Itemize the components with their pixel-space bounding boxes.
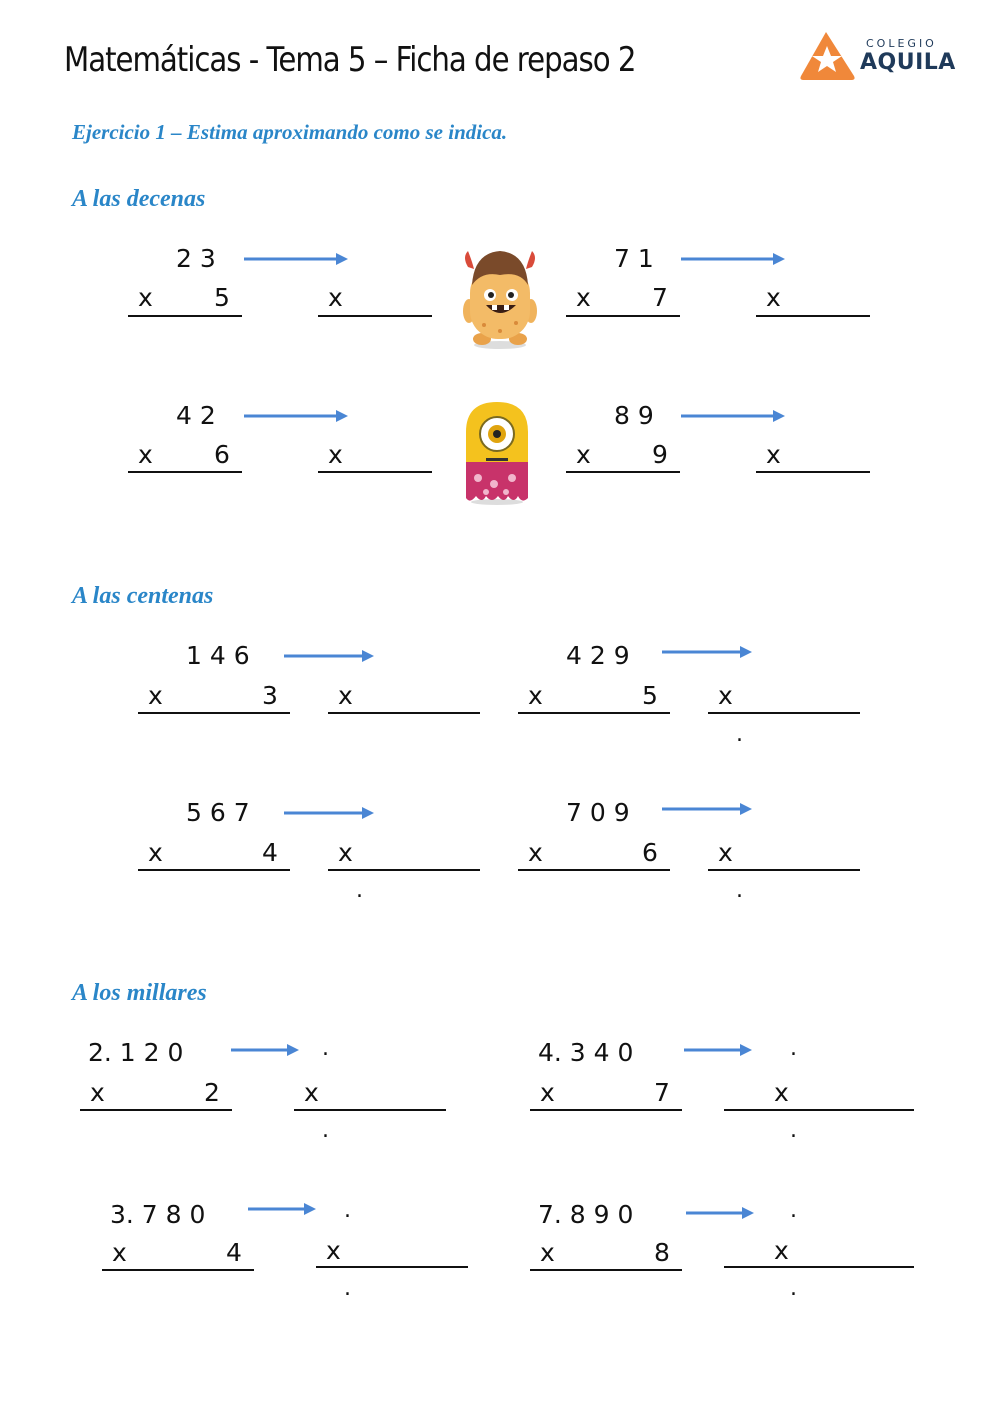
section-title-decenas: A las decenas <box>72 186 206 212</box>
answer-times-sign: x <box>718 838 733 867</box>
times-sign: x <box>148 681 163 710</box>
answer-times-sign: x <box>338 681 353 710</box>
dot-mark: . <box>790 1276 797 1301</box>
answer-line[interactable] <box>318 471 432 473</box>
bottom-number: 3 <box>262 681 278 710</box>
answer-line[interactable] <box>756 315 870 317</box>
answer-line[interactable] <box>294 1109 446 1111</box>
logo-main-text: AQUILA <box>860 50 956 75</box>
top-number: 7 0 9 <box>566 798 630 827</box>
answer-line[interactable] <box>318 315 432 317</box>
dot-mark: . <box>344 1276 351 1301</box>
arrow-icon <box>681 252 785 266</box>
answer-times-sign: x <box>718 681 733 710</box>
logo-star-icon <box>796 28 860 84</box>
page-title: Matemáticas - Tema 5 – Ficha de repaso 2 <box>64 40 636 80</box>
bottom-number: 6 <box>214 440 230 469</box>
result-line <box>530 1269 682 1271</box>
answer-times-sign: x <box>328 440 343 469</box>
bottom-number: 9 <box>652 440 668 469</box>
bottom-number: 7 <box>652 283 668 312</box>
answer-line[interactable] <box>756 471 870 473</box>
bottom-number: 5 <box>214 283 230 312</box>
answer-times-sign: x <box>328 283 343 312</box>
orange-monster-icon <box>460 245 540 351</box>
dot-mark: . <box>322 1036 329 1061</box>
result-line <box>530 1109 682 1111</box>
times-sign: x <box>138 283 153 312</box>
dot-mark: . <box>736 722 743 747</box>
answer-times-sign: x <box>774 1236 789 1265</box>
dot-mark: . <box>356 878 363 903</box>
result-line <box>138 712 290 714</box>
bottom-number: 2 <box>204 1078 220 1107</box>
exercise-title: Ejercicio 1 – Estima aproximando como se indica. <box>72 120 508 144</box>
arrow-icon <box>284 649 374 663</box>
result-line <box>138 869 290 871</box>
top-number: 3. 7 8 0 <box>110 1200 206 1229</box>
result-line <box>128 471 242 473</box>
arrow-icon <box>244 252 348 266</box>
bottom-number: 8 <box>654 1238 670 1267</box>
answer-line[interactable] <box>316 1266 468 1268</box>
result-line <box>518 869 670 871</box>
school-logo <box>796 28 956 84</box>
answer-line[interactable] <box>708 712 860 714</box>
dot-mark: . <box>736 878 743 903</box>
times-sign: x <box>138 440 153 469</box>
answer-line[interactable] <box>708 869 860 871</box>
times-sign: x <box>528 681 543 710</box>
dot-mark: . <box>344 1198 351 1223</box>
answer-times-sign: x <box>774 1078 789 1107</box>
arrow-icon <box>684 1043 752 1057</box>
times-sign: x <box>90 1078 105 1107</box>
bottom-number: 4 <box>226 1238 242 1267</box>
top-number: 4. 3 4 0 <box>538 1038 634 1067</box>
times-sign: x <box>148 838 163 867</box>
answer-line[interactable] <box>328 712 480 714</box>
result-line <box>518 712 670 714</box>
answer-times-sign: x <box>766 283 781 312</box>
bottom-number: 4 <box>262 838 278 867</box>
result-line <box>566 471 680 473</box>
top-number: 8 9 <box>614 401 654 430</box>
arrow-icon <box>248 1202 316 1216</box>
top-number: 1 4 6 <box>186 641 250 670</box>
arrow-icon <box>681 409 785 423</box>
dot-mark: . <box>790 1036 797 1061</box>
result-line <box>102 1269 254 1271</box>
top-number: 7. 8 9 0 <box>538 1200 634 1229</box>
answer-times-sign: x <box>304 1078 319 1107</box>
times-sign: x <box>540 1078 555 1107</box>
answer-times-sign: x <box>326 1236 341 1265</box>
top-number: 4 2 9 <box>566 641 630 670</box>
logo-top-text: COLEGIO <box>866 37 937 50</box>
top-number: 2. 1 2 0 <box>88 1038 184 1067</box>
section-title-centenas: A las centenas <box>72 583 214 609</box>
bottom-number: 5 <box>642 681 658 710</box>
answer-times-sign: x <box>338 838 353 867</box>
bottom-number: 6 <box>642 838 658 867</box>
times-sign: x <box>576 283 591 312</box>
result-line <box>566 315 680 317</box>
top-number: 7 1 <box>614 244 654 273</box>
times-sign: x <box>528 838 543 867</box>
top-number: 2 3 <box>176 244 216 273</box>
dot-mark: . <box>790 1118 797 1143</box>
top-number: 4 2 <box>176 401 216 430</box>
result-line <box>80 1109 232 1111</box>
yellow-monster-icon <box>460 398 534 506</box>
dot-mark: . <box>322 1118 329 1143</box>
answer-line[interactable] <box>724 1266 914 1268</box>
times-sign: x <box>540 1238 555 1267</box>
bottom-number: 7 <box>654 1078 670 1107</box>
answer-times-sign: x <box>766 440 781 469</box>
arrow-icon <box>284 806 374 820</box>
times-sign: x <box>112 1238 127 1267</box>
answer-line[interactable] <box>724 1109 914 1111</box>
result-line <box>128 315 242 317</box>
top-number: 5 6 7 <box>186 798 250 827</box>
arrow-icon <box>686 1206 754 1220</box>
arrow-icon <box>244 409 348 423</box>
times-sign: x <box>576 440 591 469</box>
answer-line[interactable] <box>328 869 480 871</box>
arrow-icon <box>662 802 752 816</box>
arrow-icon <box>231 1043 299 1057</box>
dot-mark: . <box>790 1198 797 1223</box>
arrow-icon <box>662 645 752 659</box>
section-title-millares: A los millares <box>72 980 207 1006</box>
